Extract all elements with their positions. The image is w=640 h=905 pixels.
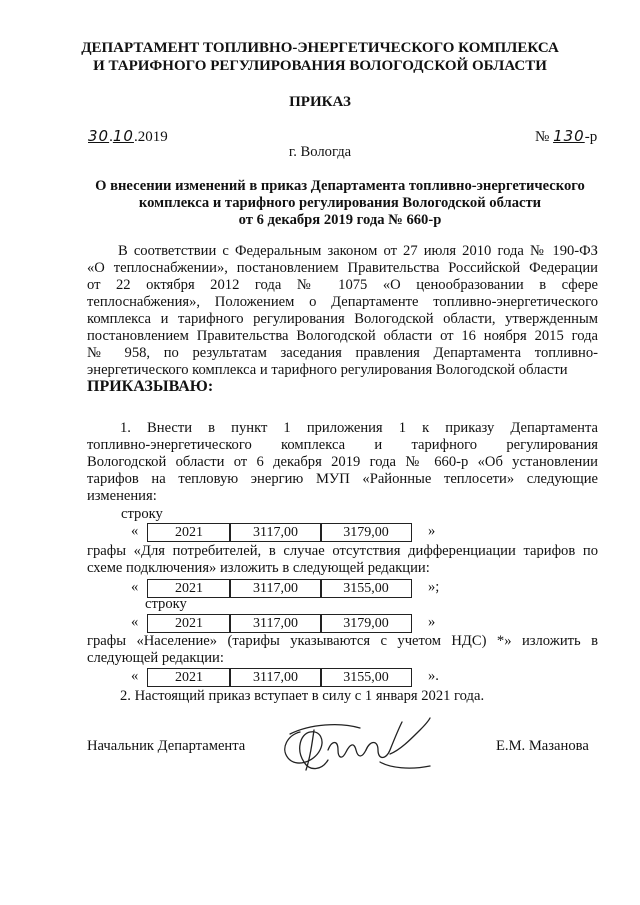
item1-line: тарифов на тепловую энергию МУП «Районные теплосети» следующие: [87, 471, 598, 487]
quote-close: ».: [428, 668, 439, 684]
preamble-line: постановлением Правительства Вологодской области от 16 ноября 2015 года: [87, 328, 598, 344]
graph1-line2: схеме подключения» изложить в следующей редакции:: [87, 560, 430, 576]
preamble-line: «О теплоснабжении», постановлением Правительства Российской Федерации: [87, 260, 598, 276]
graph2-line2: следующей редакции:: [87, 650, 224, 666]
handwritten-signature: [270, 710, 445, 780]
tariff-value-2: 3179,00: [320, 614, 412, 633]
stroku-label: строку: [121, 506, 163, 522]
tariff-year: 2021: [147, 668, 231, 687]
city: г. Вологда: [288, 144, 352, 160]
date-month: 10: [112, 127, 134, 145]
tariff-value-2: 3155,00: [320, 579, 412, 598]
tariff-value-2: 3155,00: [320, 668, 412, 687]
preamble-line: теплоснабжения», Положением о Департаменте топливно-энергетического: [87, 294, 598, 310]
subject-line1: О внесении изменений в приказ Департамента топливно-энергетического: [95, 178, 585, 194]
item1-line: изменения:: [87, 488, 157, 504]
tariff-row: [131, 614, 451, 632]
number-suffix: -р: [584, 129, 598, 145]
preamble-line: № 958, по результатам заседания правления Департамента топливно-: [87, 345, 598, 361]
tariff-value-1: 3117,00: [229, 579, 322, 598]
tariff-value-1: 3117,00: [229, 614, 322, 633]
doc-type: ПРИКАЗ: [289, 94, 351, 110]
graph2-line1: графы «Население» (тарифы указываются с учетом НДС) *» изложить в: [87, 633, 598, 649]
signer-name: Е.М. Мазанова: [496, 738, 589, 754]
preamble-line: В соответствии с Федеральным законом от 27 июля 2010 года № 190-ФЗ: [118, 243, 598, 259]
quote-close: »: [428, 523, 436, 539]
item2: 2. Настоящий приказ вступает в силу с 1 января 2021 года.: [120, 688, 485, 704]
tariff-value-1: 3117,00: [229, 523, 322, 542]
quote-open: «: [131, 614, 139, 630]
date-day: 30: [88, 127, 110, 145]
graph1-line1: графы «Для потребителей, в случае отсутствия дифференциации тарифов по: [87, 543, 598, 559]
org-name-line2: И ТАРИФНОГО РЕГУЛИРОВАНИЯ ВОЛОГОДСКОЙ ОБЛАСТИ: [93, 58, 547, 74]
order-word: ПРИКАЗЫВАЮ:: [87, 378, 214, 395]
tariff-year: 2021: [147, 523, 231, 542]
quote-close: »: [428, 614, 436, 630]
tariff-row: [131, 523, 451, 541]
quote-open: «: [131, 668, 139, 684]
stroku-label: строку: [145, 596, 187, 612]
tariff-year: 2021: [147, 579, 231, 598]
tariff-row: [131, 579, 451, 597]
tariff-value-1: 3117,00: [229, 668, 322, 687]
tariff-row: [131, 668, 451, 686]
item1-line: топливно-энергетического комплекса и тарифного регулирования: [87, 437, 598, 453]
date-dot: .: [109, 129, 113, 145]
preamble-line: комплекса и тарифного регулирования Вологодской области, утвержденным: [87, 311, 598, 327]
quote-open: «: [131, 523, 139, 539]
item1-line: Вологодской области от 6 декабря 2019 года № 660-р «Об установлении: [87, 454, 598, 470]
item1-line: 1. Внести в пункт 1 приложения 1 к приказу Департамента: [120, 420, 598, 436]
tariff-value-2: 3179,00: [320, 523, 412, 542]
preamble-line: от 22 октября 2012 года № 1075 «О ценообразовании в сфере: [87, 277, 598, 293]
preamble-line: энергетического комплекса и тарифного регулирования Вологодской области: [87, 362, 568, 378]
number-value: 130: [553, 127, 585, 145]
subject-line2: комплекса и тарифного регулирования Вологодской области: [138, 195, 542, 211]
signer-title: Начальник Департамента: [87, 738, 246, 754]
number-prefix: №: [535, 129, 550, 145]
subject-line3: от 6 декабря 2019 года № 660-р: [238, 212, 442, 228]
quote-open: «: [131, 579, 139, 595]
tariff-year: 2021: [147, 614, 231, 633]
date-year: .2019: [133, 129, 168, 145]
quote-close: »;: [428, 579, 440, 595]
org-name-line1: ДЕПАРТАМЕНТ ТОПЛИВНО-ЭНЕРГЕТИЧЕСКОГО КОМПЛЕКСА: [81, 40, 559, 56]
